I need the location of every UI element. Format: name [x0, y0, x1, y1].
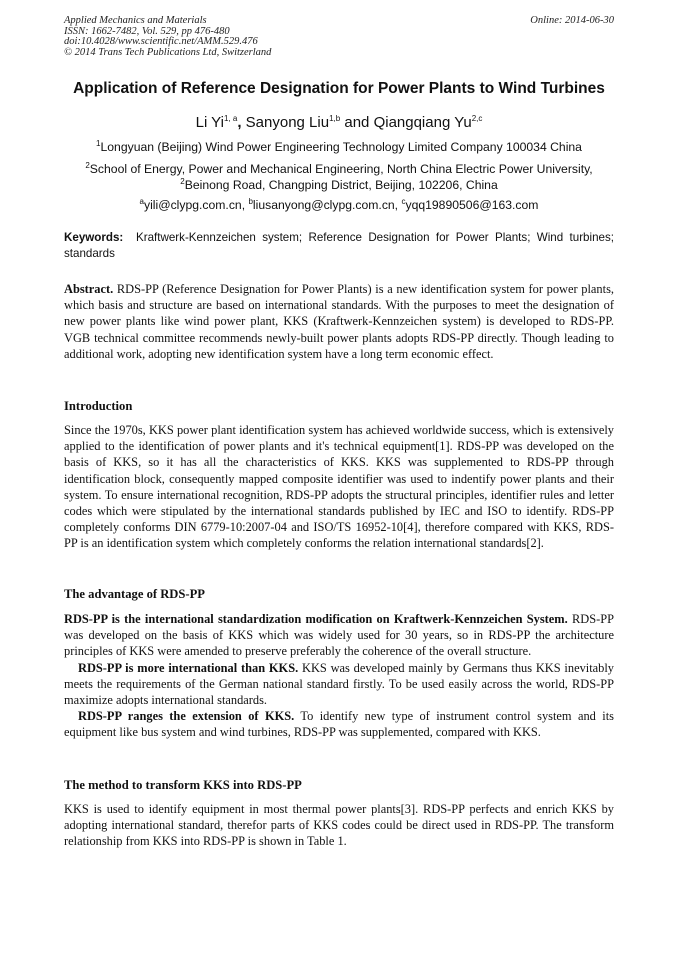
author-list	[0, 114, 678, 131]
keywords-text: Kraftwerk-Kennzeichen system; Reference Designation for Power Plants; Wind turbines; standards	[64, 231, 614, 260]
paragraph-text: RDS-PP was developed on the basis of KKS which was widely used for 30 years, so in RDS-PP the architecture principles of KKS were amended to preserve preferably the coherence of the overall structure.	[64, 612, 614, 659]
affiliation-text: Beinong Road, Changping District, Beijing, 102206, China	[184, 178, 498, 192]
abstract	[64, 281, 614, 362]
abstract-label: Abstract.	[64, 282, 114, 296]
advantage-paragraph	[64, 660, 614, 709]
paragraph-lead: RDS-PP is more international than KKS.	[78, 660, 299, 675]
method-heading: The method to transform KKS into RDS-PP	[64, 778, 302, 792]
online-date: Online: 2014-06-30	[530, 15, 614, 26]
page-header	[64, 16, 614, 58]
author-sup: 1,b	[329, 114, 341, 123]
advantage-heading: The advantage of RDS-PP	[64, 587, 205, 601]
paragraph-lead: RDS-PP ranges the extension of KKS.	[78, 709, 295, 724]
introduction-heading: Introduction	[64, 399, 133, 413]
email-marker: b	[248, 196, 253, 206]
paragraph-lead: RDS-PP is the international standardization modification on Kraftwerk-Kennzeichen System.	[64, 612, 568, 626]
affiliation-text: School of Energy, Power and Mechanical Engineering, North China Electric Power University,	[89, 162, 593, 176]
email-link[interactable]: yqq19890506@163.com	[405, 198, 539, 212]
advantage-paragraph	[64, 708, 614, 740]
affiliation-text: Longyuan (Beijing) Wind Power Engineering Technology Limited Company 100034 China	[100, 140, 582, 154]
journal-name: Applied Mechanics and Materials	[64, 15, 207, 26]
author-separator: ,	[237, 114, 246, 131]
issn-line: ISSN: 1662-7482, Vol. 529, pp 476-480	[64, 25, 230, 37]
paragraph-text: KKS was developed mainly by Germans thus KKS inevitably meets the requirements of the German national standard firstly. To be used easily across the world, RDS-PP maximize adopts international standards.	[64, 660, 614, 708]
author-name: Sanyong Liu	[245, 114, 330, 131]
paper-title: Application of Reference Designation for Power Plants to Wind Turbines	[73, 80, 605, 97]
advantage-paragraph	[64, 611, 614, 660]
copyright-line: © 2014 Trans Tech Publications Ltd, Switzerland	[64, 46, 272, 58]
author-separator: and	[340, 114, 374, 131]
introduction-text: Since the 1970s, KKS power plant identification system has achieved worldwide success, which is extensively applied to the identification of power plants and it's technical equipment[1]. RDS-PP was developed on the basis of KKS, so it has all the characteristics of KKS. KKS was supplemented to RDS-PP through identification block, consequently mapped composite identifier was used to indentify power plants and their system. To ensure international recognition, RDS-PP adopts the structural principles, identifier rules and letter codes which were stipulated by the international standards published by IEC and ISO to identify. RDS-PP completely conforms DIN 6779-10:2007-04 and ISO/TS 16952-10[4], therefore compared with KKS, RDS-PP is an identification system which completely conforms the relation international standards[2].	[64, 423, 614, 551]
emails	[0, 197, 678, 213]
keywords	[64, 230, 614, 261]
paragraph-text: To identify new type of instrument control system and its equipment like bus system and wind turbines, RDS-PP was supplemented, compared with KKS.	[64, 709, 614, 740]
affiliation-marker: 2	[180, 176, 185, 186]
email-marker: a	[139, 196, 144, 206]
email-link[interactable]: yili@clypg.com.cn,	[143, 198, 249, 212]
author-sup: 1, a	[223, 114, 238, 123]
affiliation-marker: 1	[96, 138, 101, 148]
advantage-paragraphs	[64, 611, 614, 741]
email-link[interactable]: liusanyong@clypg.com.cn,	[252, 198, 402, 212]
affiliation-marker: 2	[85, 160, 90, 170]
doi-line: doi:10.4028/www.scientific.net/AMM.529.476	[64, 36, 258, 47]
method-text: KKS is used to identify equipment in most thermal power plants[3]. RDS-PP perfects and enrich KKS by adopting international standard, therefor parts of KKS codes could be direct used in RDS-PP. The transform relationship from KKS into RDS-PP is shown in Table 1.	[64, 802, 614, 849]
author-name: Li Yi	[195, 114, 224, 131]
author-name: Qiangqiang Yu	[373, 114, 472, 131]
keywords-label: Keywords:	[64, 231, 124, 244]
abstract-text: RDS-PP (Reference Designation for Power Plants) is a new identification system for power plants, which basis and structure are based on international standards. With the purposes to meet the designation of new power plants like wind power plant, KKS (Kraftwerk-Kennzeichen system) is developed to RDS-PP. VGB technical committee recommends newly-built power plants adopts RDS-PP directly. Though leading to additional work, adopting new identification system have a long term economic effect.	[64, 282, 614, 361]
affiliation-2	[0, 161, 678, 193]
affiliation-1	[0, 139, 678, 155]
author-sup: 2,c	[471, 114, 483, 123]
email-marker: c	[401, 196, 406, 206]
